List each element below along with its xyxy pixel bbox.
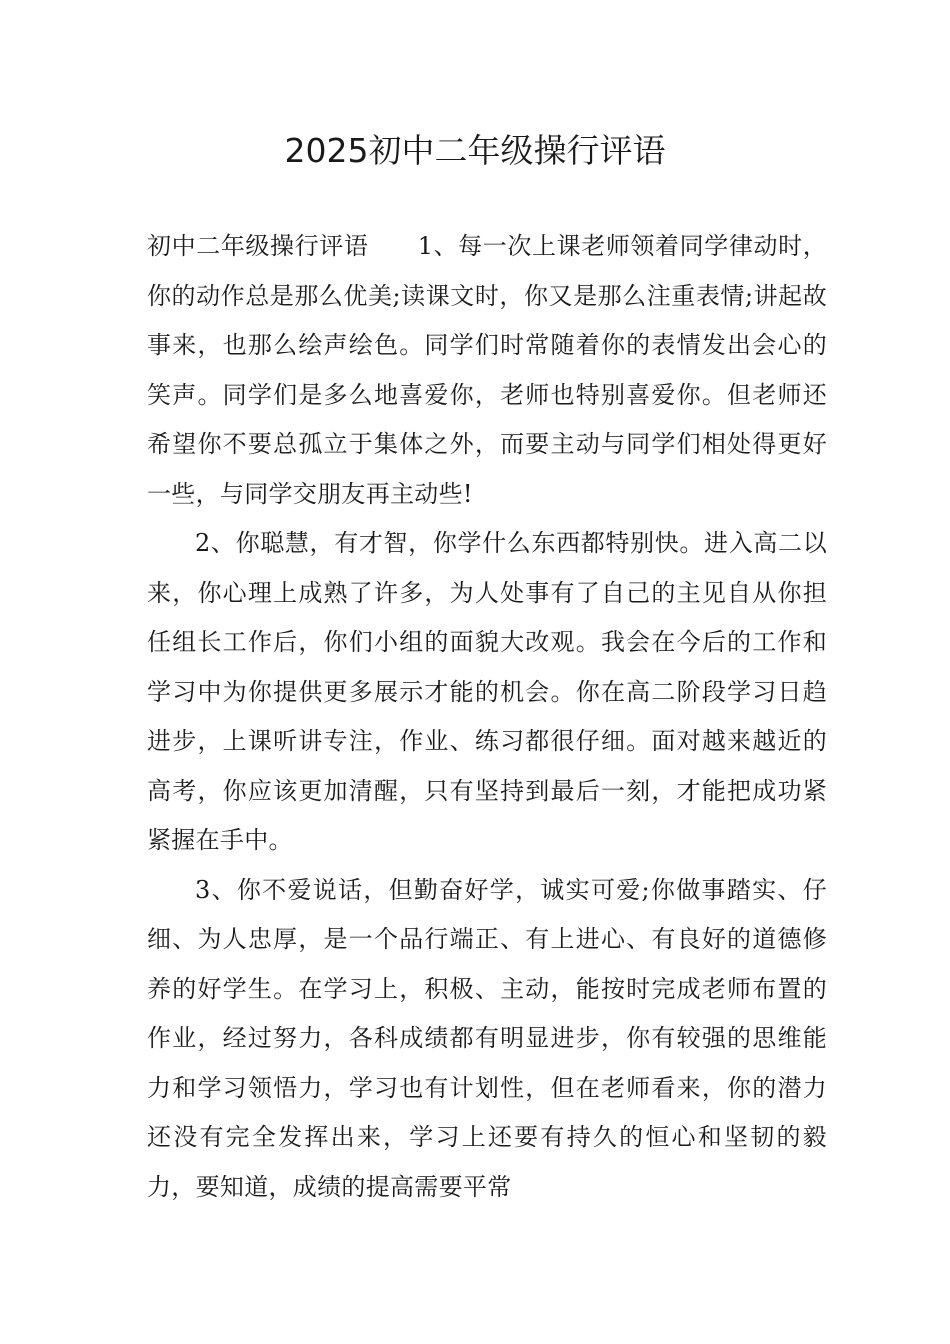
document-body <box>147 222 827 1212</box>
document-title: 2025初中二年级操行评语 <box>284 131 666 170</box>
paragraph-3: 3、你不爱说话，但勤奋好学，诚实可爱;你做事踏实、仔细、为人忠厚，是一个品行端正、有上进心、有良好的道德修养的好学生。在学习上，积极、主动，能按时完成老师布置的作业，经过努力，各科成绩都有明显进步，你有较强的思维能力和学习领悟力，学习也有计划性，但在老师看来，你的潜力还没有完全发挥出来，学习上还要有持久的恒心和坚韧的毅力，要知道，成绩的提高需要平常 <box>147 875 827 1201</box>
paragraph-1: 初中二年级操行评语 1、每一次上课老师领着同学律动时，你的动作总是那么优美;读课文时，你又是那么注重表情;讲起故事来，也那么绘声绘色。同学们时常随着你的表情发出会心的笑声。同学们是多么地喜爱你，老师也特别喜爱你。但老师还希望你不要总孤立于集体之外，而要主动与同学们相处得更好一些，与同学交朋友再主动些! <box>147 232 827 508</box>
paragraph-2: 2、你聪慧，有才智，你学什么东西都特别快。进入高二以来，你心理上成熟了许多，为人处事有了自己的主见自从你担任组长工作后，你们小组的面貌大改观。我会在今后的工作和学习中为你提供更多展示才能的机会。你在高二阶段学习日趋进步，上课听讲专注，作业、练习都很仔细。面对越来越近的高考，你应该更加清醒，只有坚持到最后一刻，才能把成功紧紧握在手中。 <box>147 529 827 854</box>
